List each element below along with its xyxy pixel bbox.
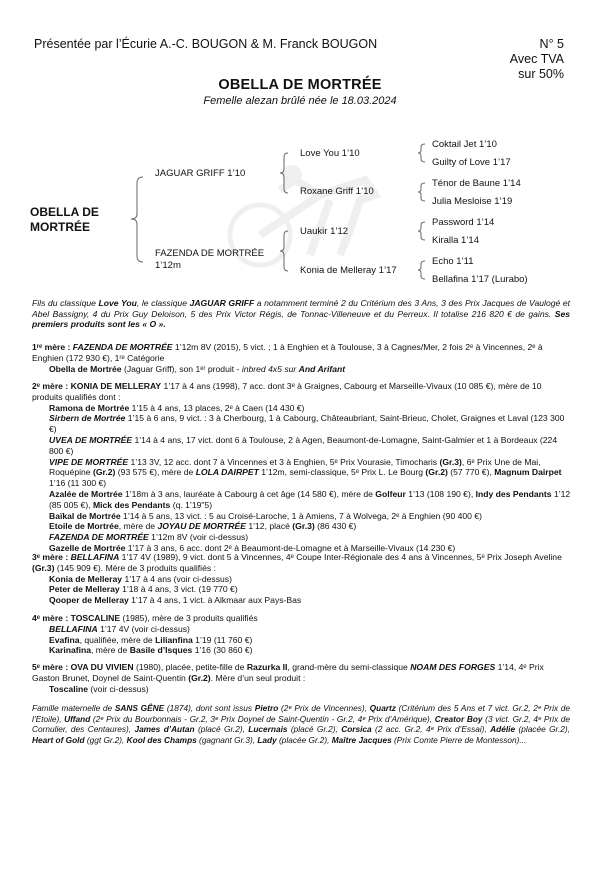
- pedigree-dam-record: 1’12m: [155, 260, 181, 271]
- vat-line2: sur 50%: [518, 67, 564, 81]
- fourth-dam-section: 4ᵉ mère : TOSCALINE (1985), mère de 3 produits qualifiés BELLAFINA 1’17 4V (voir ci-dessus) Evafina, qualifiée, mère de Lilianfina 1’19 (11 760 €) Karinafina, mère de Basile d’Isques 1’16 (30 860 €): [32, 613, 258, 656]
- pedigree-g3-5: Password 1’14: [432, 217, 495, 228]
- pedigree-g3-8: Bellafina 1’17 (Lurabo): [432, 274, 528, 285]
- vat-line1: Avec TVA: [509, 52, 564, 66]
- pedigree-g3-6: Kiralla 1’14: [432, 235, 479, 246]
- pedigree-sire-dam: Roxane Griff 1’10: [300, 186, 374, 197]
- pedigree-g3-7: Echo 1’11: [432, 256, 474, 267]
- horse-title: OBELLA DE MORTRÉE: [218, 77, 382, 93]
- maternal-family-note: Famille maternelle de SANS GÊNE (1874), dont sont issus Pietro (2ᵉ Prix de Vincennes), Quartz (Critérium des 5 Ans et 7 vict. Gr.2, 2ᵉ Prix de l’Etoile), Uffand (2ᵉ Prix du Bourbonnais - Gr.2, 3ᵉ Prix Doynel de Saint-Quentin - Gr.2, 4ᵉ Prix d’Amérique), Creator Boy (3 vict. Gr.2, 4ᵉ Prix de Cornulier, des Centaures), James d’Autan (placé Gr.2), Lucernais (placé Gr.2), Corsica (2 acc. Gr.2, 4ᵉ Prix d’Essai), Adélie (placée Gr.2), Heart of Gold (ggt Gr.2), Kool des Champs (gagnant Gr.3), Lady (placée Gr.2), Maître Jacques (Prix Comte Pierre de Montesson)...: [32, 703, 571, 745]
- first-dam-section: 1ʳᵉ mère : FAZENDA DE MORTRÉE 1’12m 8V (2015), 5 vict. ; 1 à Enghien et à Toulouse, 3 à Cagnes/Mer, 2 fois 2ᵉ à Vincennes, 2ᵉ à Enghien (172 930 €), 1ʳᵉ Catégorie Obella de Mortrée (Jaguar Griff), son 1ᵉʳ produit - inbred 4x5 sur And Arifant: [32, 342, 543, 374]
- pedigree-dam-name: FAZENDA DE MORTRÉE: [155, 248, 265, 259]
- pedigree-name-line1: OBELLA DE: [30, 205, 99, 219]
- sire-intro: Fils du classique Love You, le classique JAGUAR GRIFF a notamment terminé 2 du Critérium des 3 Ans, 3 des Prix Jacques de Vaulogé et Abel Bassigny, 4 du Prix Guy Deloison, 5 des Prix Victor Régis, de Tonnac-Villeneuve et du Perreux. Il totalise 216 820 € de gains. Ses premiers produits sont les « O ».: [32, 298, 571, 329]
- horse-description: Femelle alezan brûlé née le 18.03.2024: [203, 95, 397, 107]
- pedigree-g3-2: Guilty of Love 1’17: [432, 157, 511, 168]
- pedigree-name-line2: MORTRÉE: [30, 220, 90, 234]
- fifth-dam-section: 5ᵉ mère : OVA DU VIVIEN (1980), placée, petite-fille de Razurka II, grand-mère du semi-classique NOAM DES FORGES 1’14, 4ᵉ Prix Gaston Brunet, Doynel de Saint-Quentin (Gr.2). Mère d’un seul produit : Toscaline (voir ci-dessus): [32, 662, 544, 694]
- pedigree-dam: [155, 248, 264, 272]
- third-dam-section: 3ᵉ mère : BELLAFINA 1’17 4V (1989), 9 vict. dont 5 à Vincennes, 4ᵉ Coupe Inter-Régionale des 4 ans à Vincennes, 5ᵉ Prix Joseph Aveline (Gr.3) (145 909 €). Mère de 3 produits qualifiés : Konia de Melleray 1’17 à 4 ans (voir ci-dessus) Peter de Melleray 1’18 à 4 ans, 3 vict. (19 770 €) Qooper de Melleray 1’17 à 4 ans, 1 vict. à Alkmaar aux Pays-Bas: [32, 552, 562, 606]
- presenter-line: Présentée par l’Écurie A.-C. BOUGON & M. Franck BOUGON: [34, 37, 378, 51]
- pedigree-g3-1: Coktail Jet 1’10: [432, 139, 497, 150]
- pedigree-dam-sire: Uaukir 1’12: [300, 226, 349, 237]
- second-dam-section: 2ᵉ mère : KONIA DE MELLERAY 1’17 à 4 ans (1998), 7 acc. dont 3ᵉ à Graignes, Cabourg et Marseille-Vivaux (10 085 €), mère de 10 produits qualifiés dont : Ramona de Mortrée 1’15 à 4 ans, 13 places, 2ᵉ à Caen (14 430 €) Sirbern de Mortrée 1’15 à 6 ans, 9 vict. : 3 à Cherbourg, 1 à Cabourg, Châteaubriant, Saint-Brieuc, Cholet, Graignes et Laval (123 300 €) UVEA DE MORTRÉE 1’14 à 4 ans, 17 vict. dont 6 à Toulouse, 2 à Agen, Beaumont-de-Lomagne, Saint-Galmier et 1 à Bordeaux (224 800 €) VIPE DE MORTRÉE 1’13 3V, 12 acc. dont 7 à Vincennes et 3 à Enghien, 5ᵉ Prix Vourasie, Timocharis (Gr.3), 6ᵉ Prix Une de Mai, Roquépine (Gr.2) (93 575 €), mère de LOLA DAIRPET 1’12m, semi-classique, 5ᵉ Prix L. Le Bourg (Gr.2) (57 770 €), Magnum Dairpet 1’16 (11 300 €) Azalée de Mortrée 1’18m à 3 ans, lauréate à Cabourg à cet âge (14 580 €), mère de Golfeur 1’13 (108 190 €), Indy des Pendants 1’12 (85 005 €), Mick des Pendants (q. 1’19"5) Baïkal de Mortrée 1’14 à 5 ans, 13 vict. : 5 au Croisé-Laroche, 1 à Amiens, 7 à Wolvega, 2ᵉ à Enghien (90 400 €) Etoile de Mortrée, mère de JOYAU DE MORTRÉE 1’12, placé (Gr.3) (86 430 €) FAZENDA DE MORTRÉE 1’12m 8V (voir ci-dessus) Gazelle de Mortrée 1’17 à 3 ans, 6 acc. dont 2ᵉ à Beaumont-de-Lomagne et à Marseille-Vivaux (14 230 €): [32, 381, 571, 553]
- pedigree-g3-3: Ténor de Baune 1’14: [432, 178, 521, 189]
- pedigree-dam-dam: Konia de Melleray 1’17: [300, 265, 397, 276]
- pedigree-g3-4: Julia Mesloise 1’19: [432, 196, 513, 207]
- lot-number: N° 5: [539, 37, 564, 51]
- pedigree-sire-sire: Love You 1’10: [300, 148, 360, 159]
- pedigree-sire: JAGUAR GRIFF 1’10: [155, 168, 246, 179]
